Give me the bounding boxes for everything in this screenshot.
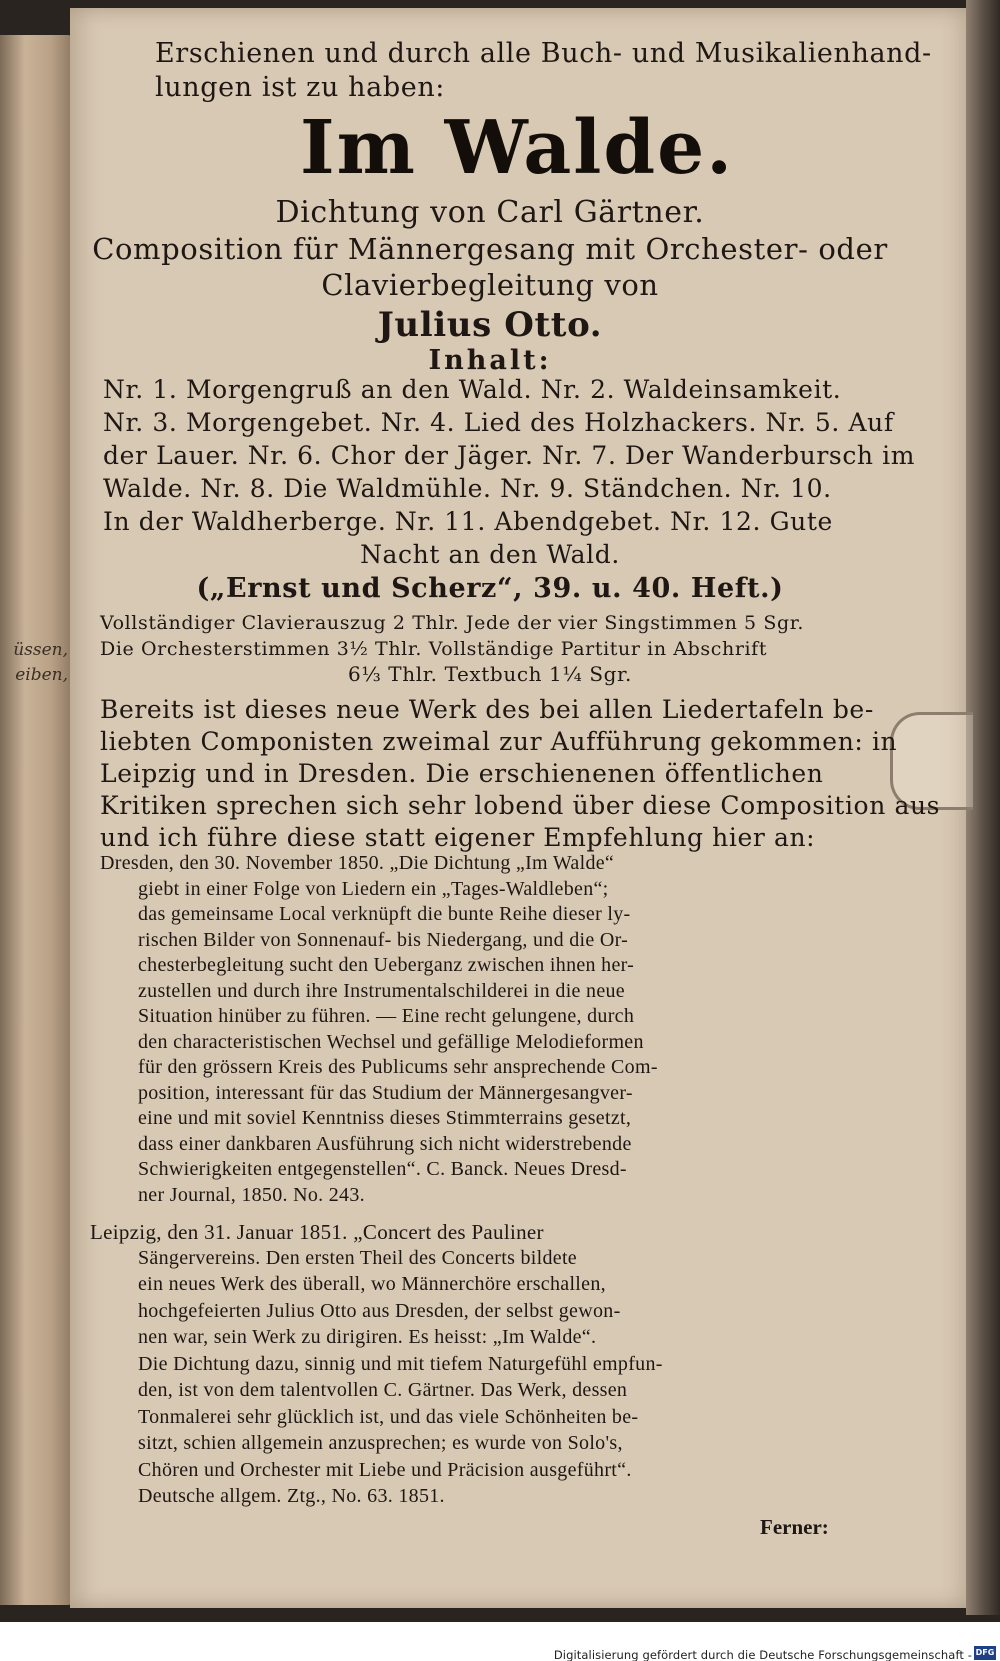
review-line: giebt in einer Folge von Liedern ein „Tages-Waldleben“;: [138, 877, 609, 900]
review-line: Chören und Orchester mit Liebe und Präcision ausgeführt“.: [138, 1458, 632, 1481]
contents-line: Walde. Nr. 8. Die Waldmühle. Nr. 9. Ständchen. Nr. 10.: [103, 474, 832, 503]
review-line: Dresden, den 30. November 1850. „Die Dichtung „Im Walde“: [100, 852, 615, 874]
review-line: Deutsche allgem. Ztg., No. 63. 1851.: [138, 1485, 445, 1507]
review-line: Sängervereins. Den ersten Theil des Concerts bildete: [138, 1246, 577, 1269]
price-line: Die Orchesterstimmen 3½ Thlr. Vollständige Partitur in Abschrift: [100, 638, 768, 660]
review-line: für den grössern Kreis des Publicums sehr ansprechende Com-: [138, 1056, 658, 1078]
dfg-logo-icon: DFG: [974, 1646, 996, 1660]
contents-line: der Lauer. Nr. 6. Chor der Jäger. Nr. 7. Der Wanderbursch im: [103, 441, 916, 470]
review-line: Tonmalerei sehr glücklich ist, und das viele Schönheiten be-: [138, 1405, 639, 1428]
review-line: eine und mit soviel Kenntniss dieses Stimmterrains gesetzt,: [138, 1107, 632, 1129]
review-line: Situation hinüber zu führen. — Eine recht gelungene, durch: [138, 1005, 635, 1027]
body-line: Kritiken sprechen sich sehr lobend über diese Composition aus: [100, 791, 941, 820]
body-line: Bereits ist dieses neue Werk des bei allen Liedertafeln be-: [100, 695, 874, 724]
contents-heading: Inhalt:: [428, 345, 552, 376]
price-line: Vollständiger Clavierauszug 2 Thlr. Jede der vier Singstimmen 5 Sgr.: [100, 612, 804, 634]
contents-line: Nr. 1. Morgengruß an den Wald. Nr. 2. Waldeinsamkeit.: [103, 375, 842, 404]
review-line: dass einer dankbaren Ausführung sich nicht widerstrebende: [138, 1132, 632, 1155]
review-line: den, ist von dem talentvollen C. Gärtner. Das Werk, dessen: [138, 1379, 628, 1401]
footer-credit: Digitalisierung gefördert durch die Deutsche Forschungsgemeinschaft -: [553, 1648, 972, 1661]
review-line: chesterbegleitung sucht den Ueberganz zwischen ihnen her-: [138, 954, 635, 976]
review-line: Schwierigkeiten entgegenstellen“. C. Banck. Neues Dresd-: [138, 1158, 627, 1180]
composition-line: Clavierbegleitung von: [321, 268, 659, 302]
body-line: und ich führe diese statt eigener Empfehlung hier an:: [100, 823, 816, 852]
body-line: liebten Componisten zweimal zur Aufführung gekommen: in: [100, 727, 898, 756]
margin-fragment: eiben,: [15, 665, 68, 685]
review-line: ner Journal, 1850. No. 243.: [138, 1183, 365, 1206]
review-line: nen war, sein Werk zu dirigiren. Es heisst: „Im Walde“.: [138, 1326, 597, 1348]
margin-fragment: üssen,: [13, 640, 68, 660]
author-line: Dichtung von Carl Gärtner.: [275, 195, 705, 230]
composition-line: Composition für Männergesang mit Orchester- oder: [92, 232, 888, 266]
series-reference: („Ernst und Scherz“, 39. u. 40. Heft.): [196, 573, 784, 604]
review-line: sitzt, schien allgemein anzusprechen; es wurde von Solo's,: [138, 1432, 623, 1454]
review-line: ein neues Werk des überall, wo Männerchöre erschallen,: [138, 1273, 606, 1295]
review-line: den characteristischen Wechsel und gefällige Melodieformen: [138, 1030, 644, 1053]
review-line: Leipzig, den 31. Januar 1851. „Concert des Pauliner: [90, 1220, 544, 1244]
review-line: Die Dichtung dazu, sinnig und mit tiefem Naturgefühl empfun-: [138, 1352, 663, 1375]
contents-line: In der Waldherberge. Nr. 11. Abendgebet. Nr. 12. Gute: [103, 507, 833, 536]
contents-last-line: Nacht an den Wald.: [360, 540, 620, 569]
review-line: das gemeinsame Local verknüpft die bunte Reihe dieser ly-: [138, 903, 631, 925]
review-line: hochgefeierten Julius Otto aus Dresden, der selbst gewon-: [138, 1299, 621, 1322]
page-title: Im Walde.: [300, 105, 734, 191]
review-line: zustellen und durch ihre Instrumentalschilderei in die neue: [138, 979, 625, 1002]
intro-line: lungen ist zu haben:: [155, 72, 446, 103]
contents-line: Nr. 3. Morgengebet. Nr. 4. Lied des Holzhackers. Nr. 5. Auf: [103, 408, 894, 437]
price-last-line: 6⅓ Thlr. Textbuch 1¼ Sgr.: [348, 662, 632, 686]
closing-word: Ferner:: [760, 1515, 829, 1539]
composer-name: Julius Otto.: [377, 305, 603, 345]
previous-page-edge: [0, 35, 72, 1605]
body-line: Leipzig und in Dresden. Die erschienenen öffentlichen: [100, 759, 824, 788]
intro-line: Erschienen und durch alle Buch- und Musikalienhand-: [155, 38, 932, 69]
review-line: rischen Bilder von Sonnenauf- bis Niedergang, und die Or-: [138, 928, 629, 951]
review-line: position, interessant für das Studium der Männergesangver-: [138, 1081, 633, 1104]
